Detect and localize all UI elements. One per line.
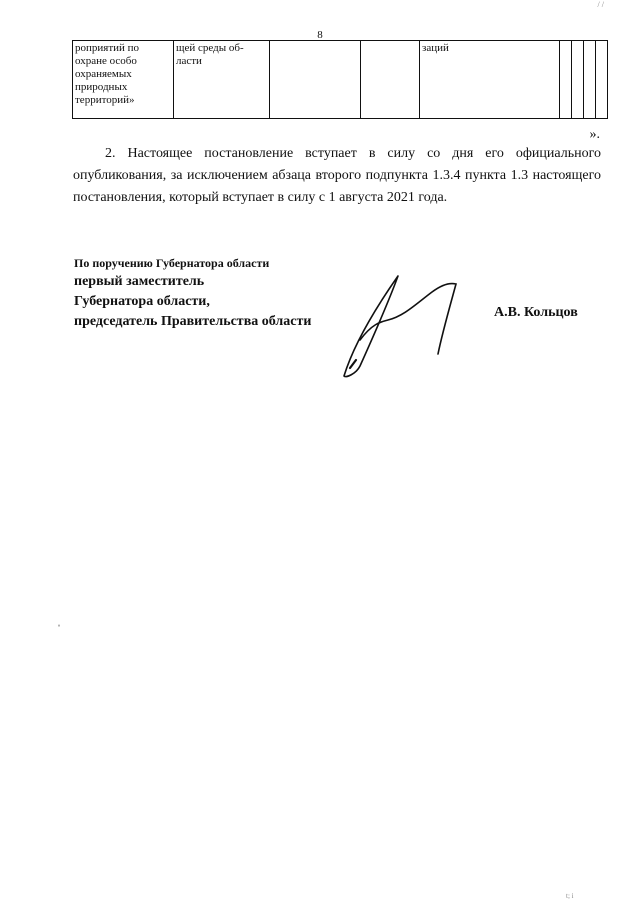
signatory-title-line: Губернатора области, (74, 294, 210, 309)
table-cell (584, 41, 596, 119)
table-cell: заций (420, 41, 560, 119)
table-cell (270, 41, 361, 119)
page-number: 8 (317, 29, 323, 41)
table-cell (361, 41, 420, 119)
table-cell (560, 41, 572, 119)
signatory-title-line: По поручению Губернатора области (74, 256, 270, 270)
table-cell (596, 41, 608, 119)
table-cell (572, 41, 584, 119)
table-cell: щей среды об-ласти (174, 41, 270, 119)
signatory-title-line: председатель Правительства области (74, 314, 312, 329)
continuation-table (72, 40, 608, 119)
bottom-margin-mark: t; i (566, 892, 574, 900)
signatory-title-block (74, 255, 311, 332)
closing-quote: ». (589, 127, 600, 142)
handwritten-signature (330, 268, 470, 380)
table-cell: роприятий по охране особо охраняемых природных территорий» (73, 41, 174, 119)
table-row (73, 41, 608, 119)
signatory-name: А.В. Кольцов (494, 305, 578, 320)
top-margin-mark: / / (597, 0, 604, 9)
signatory-title-line: первый заместитель (74, 274, 205, 289)
body-paragraph: 2. Настоящее постановление вступает в силу со дня его официального опубликования, за исключением абзаца второго подпункта 1.3.4 пункта 1.3 настоящего постановления, который вступает в силу с 1 августа 2021 года. (73, 146, 601, 205)
scan-artifact-mark: ˌ (57, 613, 61, 627)
